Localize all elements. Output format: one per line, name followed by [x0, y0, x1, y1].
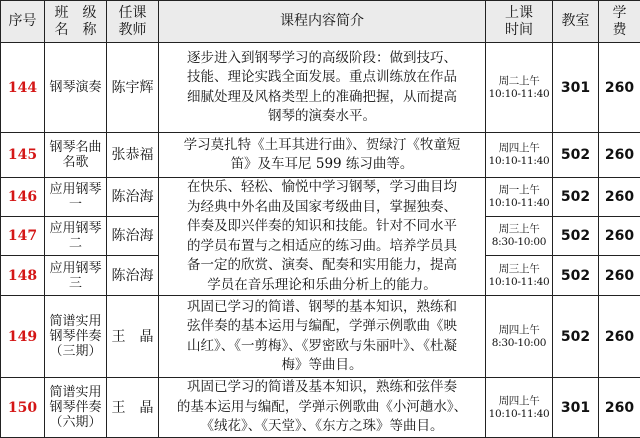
course-number: 147 — [1, 217, 45, 256]
table-row — [1, 296, 640, 378]
course-name: 简谱实用 钢琴伴奏 （三期） — [45, 296, 107, 378]
course-description: 巩固已学习的简谱及基本知识，熟练和弦伴奏 的基本运用与编配，学弹示例歌曲《小河趟水》、 《绒花》、《天堂》、《东方之珠》等曲目。 — [159, 378, 486, 438]
course-name: 钢琴演奏 — [45, 43, 107, 133]
course-time: 周二上午 10:10-11:40 — [486, 43, 553, 133]
course-time: 周三上午 10:10-11:40 — [486, 256, 553, 296]
header-class-name: 班 级 名 称 — [45, 1, 107, 43]
course-room: 301 — [553, 43, 599, 133]
course-name: 钢琴名曲 名歌 — [45, 133, 107, 178]
course-description: 学习莫扎特《土耳其进行曲》、贺绿汀《牧童短 笛》及车耳尼 599 练习曲等。 — [159, 133, 486, 178]
header-teacher: 任课 教师 — [107, 1, 159, 43]
course-room: 502 — [553, 217, 599, 256]
course-time: 周三上午 8:30-10:00 — [486, 217, 553, 256]
header-row — [1, 1, 640, 43]
header-fee: 学 费 — [599, 1, 640, 43]
course-teacher: 张恭福 — [107, 133, 159, 178]
course-fee: 260 — [599, 256, 640, 296]
course-number: 145 — [1, 133, 45, 178]
course-time: 周四上午 10:10-11:40 — [486, 133, 553, 178]
course-time: 周四上午 10:10-11:40 — [486, 378, 553, 438]
course-number: 149 — [1, 296, 45, 378]
header-room: 教室 — [553, 1, 599, 43]
header-time: 上课 时间 — [486, 1, 553, 43]
course-teacher: 陈治海 — [107, 256, 159, 296]
course-name: 应用钢琴 一 — [45, 178, 107, 217]
course-teacher: 陈治海 — [107, 178, 159, 217]
course-fee: 260 — [599, 296, 640, 378]
course-room: 502 — [553, 133, 599, 178]
table-row — [1, 43, 640, 133]
course-teacher: 陈治海 — [107, 217, 159, 256]
course-teacher: 陈宇辉 — [107, 43, 159, 133]
course-time: 周四上午 8:30-10:00 — [486, 296, 553, 378]
course-room: 502 — [553, 256, 599, 296]
course-description: 巩固已学习的简谱、钢琴的基本知识，熟练和 弦伴奏的基本运用与编配，学弹示例歌曲《映 山红》、《一剪梅》、《罗密欧与朱丽叶》、《杜凝 梅》等曲目。 — [159, 296, 486, 378]
course-description: 逐步进入到钢琴学习的高级阶段：做到技巧、 技能、理论实践全面发展。重点训练放在作品 细腻处理及风格类型上的准确把握，从而提高 钢琴的演奏水平。 — [159, 43, 486, 133]
course-fee: 260 — [599, 378, 640, 438]
table-row — [1, 133, 640, 178]
course-room: 502 — [553, 178, 599, 217]
course-fee: 260 — [599, 178, 640, 217]
course-name: 应用钢琴 三 — [45, 256, 107, 296]
table-row — [1, 178, 640, 217]
course-room: 301 — [553, 378, 599, 438]
header-content: 课程内容简介 — [159, 1, 486, 43]
course-number: 150 — [1, 378, 45, 438]
course-fee: 260 — [599, 43, 640, 133]
course-name: 简谱实用 钢琴伴奏 （六期） — [45, 378, 107, 438]
course-number: 148 — [1, 256, 45, 296]
course-teacher: 王 晶 — [107, 296, 159, 378]
course-fee: 260 — [599, 217, 640, 256]
course-description: 在快乐、轻松、愉悦中学习钢琴，学习曲目均 为经典中外名曲及国家考级曲目，掌握独奏、 伴奏及即兴伴奏的知识和技能。针对不同水平 的学员布置与之相适应的练习曲。培养学员具 备一定的欣赏、演奏、配奏和实用能力，提高 学员在音乐理论和乐曲分析上的能力。 — [159, 178, 486, 296]
header-num: 序号 — [1, 1, 45, 43]
course-time: 周一上午 10:10-11:40 — [486, 178, 553, 217]
course-number: 144 — [1, 43, 45, 133]
course-teacher: 王 晶 — [107, 378, 159, 438]
course-room: 502 — [553, 296, 599, 378]
course-name: 应用钢琴 二 — [45, 217, 107, 256]
course-number: 146 — [1, 178, 45, 217]
course-fee: 260 — [599, 133, 640, 178]
